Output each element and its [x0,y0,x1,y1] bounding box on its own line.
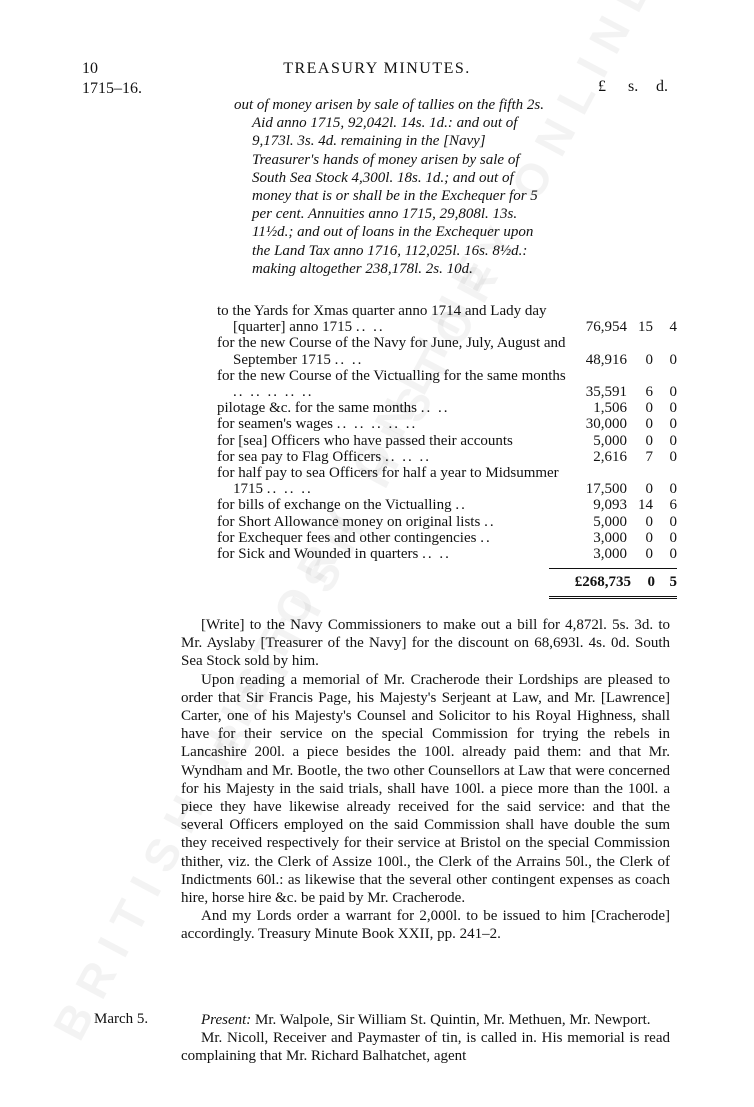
row-text: for the new Course of the Victualling for the same months [217,367,566,384]
amount-pounds: 76,954 [585,319,627,336]
row-description [217,400,568,416]
leader-dots: .. .. [420,400,450,417]
row-text: for half pay to sea Officers for half a year to Midsummer 1715 [217,465,559,498]
row-text: for Sick and Wounded in quarters [217,546,419,563]
row-amount [547,497,677,513]
amount-pence: 0 [669,448,677,465]
date-marginal: March 5. [94,1011,149,1027]
paragraph-nicoll: Mr. Nicoll, Receiver and Paymaster of tin, is called in. His memorial is read complaining that Mr. Richard Balhatchet, agent [181,1030,670,1065]
present-names: Mr. Walpole, Sir William St. Quintin, Mr. Methuen, Mr. Newport. [255,1012,651,1028]
row-description [217,303,568,335]
row-amount [547,400,677,416]
amount-shillings: 15 [638,319,653,336]
row-amount [547,433,677,449]
leader-dots: .. .. [334,351,364,368]
amount-shillings: 0 [645,432,653,449]
amount-shillings: 0 [645,416,653,433]
row-text: for the new Course of the Navy for June, July, August and September 1715 [217,335,566,368]
amount-shillings: 0 [645,513,653,530]
march-section [181,1011,670,1066]
page-number: 10 [82,60,98,77]
present-line [181,1011,670,1029]
amount-pence: 0 [669,513,677,530]
amount-shillings: 6 [645,384,653,401]
amount-pence: 0 [669,546,677,563]
total-rule [549,568,677,569]
row-amount [547,319,677,335]
total-pounds: £268,735 [574,574,631,590]
body-paragraphs [181,616,670,944]
row-text: for seamen's wages [217,416,333,433]
amount-pence: 0 [669,481,677,498]
italic-paragraph: out of money arisen by sale of tallies on the fifth 2s. Aid anno 1715, 92,042l. 14s. 1d.: and out of 9,173l. 3s. 4d. remaining in the [Navy] Treasurer's hands of money arisen by sale of South Sea Stock 4,300l. 18s. 1d.; and out of money that is or shall be in the Exchequer for 5 per cent. Annuities anno 1715, 29,808l. 13s. 11½d.; and out of loans in the Exchequer upon the Land Tax anno 1716, 112,025l. 16s. 8½d.: making altogether 238,178l. 2s. 10d. [234,97,544,277]
running-title: TREASURY MINUTES. [283,60,471,77]
account-row [217,368,677,400]
amount-pence: 0 [669,416,677,433]
row-text: for bills of exchange on the Victualling [217,497,452,514]
total-double-rule [549,596,677,601]
row-description [217,497,568,513]
amount-shillings: 0 [645,546,653,563]
account-row [217,400,677,416]
amount-pounds: 5,000 [593,432,627,449]
row-description [217,546,568,562]
account-total [549,574,677,591]
leader-dots: .. .. .. .. .. [336,416,418,433]
account-row [217,303,677,335]
amount-shillings: 0 [645,529,653,546]
account-row [217,335,677,367]
row-description [217,449,568,465]
column-head-pounds: £ [598,78,606,95]
row-amount [547,481,677,497]
amount-pounds: 1,506 [593,400,627,417]
amount-pounds: 5,000 [593,513,627,530]
present-label: Present: [201,1012,252,1028]
row-description [217,465,568,497]
italic-funding-note [234,96,554,278]
amount-pence: 0 [669,351,677,368]
row-text: for Exchequer fees and other contingencies [217,529,477,546]
amount-pounds: 48,916 [585,351,627,368]
leader-dots: .. .. .. .. .. [233,384,314,401]
account-row [217,433,677,449]
amount-pence: 4 [669,319,677,336]
amount-pence: 0 [669,529,677,546]
row-amount [547,384,677,400]
row-text: for sea pay to Flag Officers [217,448,382,465]
row-description [217,514,568,530]
paragraph-warrant: And my Lords order a warrant for 2,000l. to be issued to him [Cracherode] accordingly. Treasury Minute Book XXII, pp. 241–2. [181,908,670,943]
total-shillings: 0 [647,574,655,590]
leader-dots: .. .. [355,319,385,336]
account-row [217,497,677,513]
amount-pounds: 9,093 [593,497,627,514]
row-amount [547,416,677,432]
column-head-pence: d. [656,78,668,95]
account-row [217,546,677,562]
amount-pounds: 30,000 [585,416,627,433]
paragraph-cracherode-memorial: Upon reading a memorial of Mr. Cracherode their Lordships are pleased to order that Sir Francis Page, his Majesty's Serjeant at Law, and Mr. [Lawrence] Carter, one of his Majesty's Counsel and Solicitor to his Royal Highness, shall have for their service on the special Commission for trying the rebels in Lancashire 200l. a piece besides the 100l. already paid them: and that Mr. Wyndham and Mr. Bootle, the two other Counsellors at Law that were concerned for his Majesty in the said trials, shall have 100l. a piece more than the 100l. a piece they have likewise already received for the said service: and that the several Officers employed on the said Commission shall have double the sum they received respectively for their service at Bristol on the special Commission thither, viz. the Clerk of Assize 100l., the Clerk of the Arrains 50l., the Clerk of Indictments 60l.: as likewise that the several other contingent expenses as coach hire, horse hire &c. be paid by Mr. Cracherode. [181,671,670,907]
account-row [217,514,677,530]
leader-dots: .. [480,529,492,546]
row-description [217,416,568,432]
leader-dots: .. [455,497,467,514]
row-description [217,368,568,400]
leader-dots: .. .. [422,546,451,563]
amount-pounds: 3,000 [593,529,627,546]
amount-pounds: 35,591 [585,384,627,401]
paragraph-navy-bill: [Write] to the Navy Commissioners to make out a bill for 4,872l. 5s. 3d. to Mr. Ayslaby [Treasurer of the Navy] for the discount on 68,693l. 4s. 0d. South Sea Stock sold by him. [181,617,670,670]
row-text: pilotage &c. for the same months [217,400,417,417]
amount-pence: 6 [669,497,677,514]
account-row [217,530,677,546]
amount-shillings: 7 [645,448,653,465]
account-row [217,465,677,497]
row-description [217,433,568,449]
amount-pounds: 3,000 [593,546,627,563]
amount-shillings: 0 [645,400,653,417]
account-row [217,449,677,465]
row-amount [547,514,677,530]
row-amount [547,546,677,562]
row-amount [547,449,677,465]
amount-pounds: 17,500 [585,481,627,498]
account-row [217,416,677,432]
amount-pence: 0 [669,400,677,417]
amount-shillings: 0 [645,351,653,368]
row-amount [547,530,677,546]
row-text: for Short Allowance money on original lists [217,513,481,530]
row-description [217,335,568,367]
amount-pounds: 2,616 [593,448,627,465]
amount-shillings: 14 [638,497,653,514]
row-description [217,530,568,546]
year-marginal: 1715–16. [82,80,142,97]
leader-dots: .. [484,513,496,530]
amount-pence: 0 [669,384,677,401]
row-text: for [sea] Officers who have passed their accounts [217,432,513,449]
row-text: to the Yards for Xmas quarter anno 1714 and Lady day [quarter] anno 1715 [217,303,547,336]
column-head-shillings: s. [628,78,639,95]
account-table [217,303,677,562]
leader-dots: .. .. .. [385,448,432,465]
row-amount [547,352,677,368]
leader-dots: .. .. .. [266,481,313,498]
amount-pence: 0 [669,432,677,449]
total-pence: 5 [669,574,677,590]
amount-shillings: 0 [645,481,653,498]
